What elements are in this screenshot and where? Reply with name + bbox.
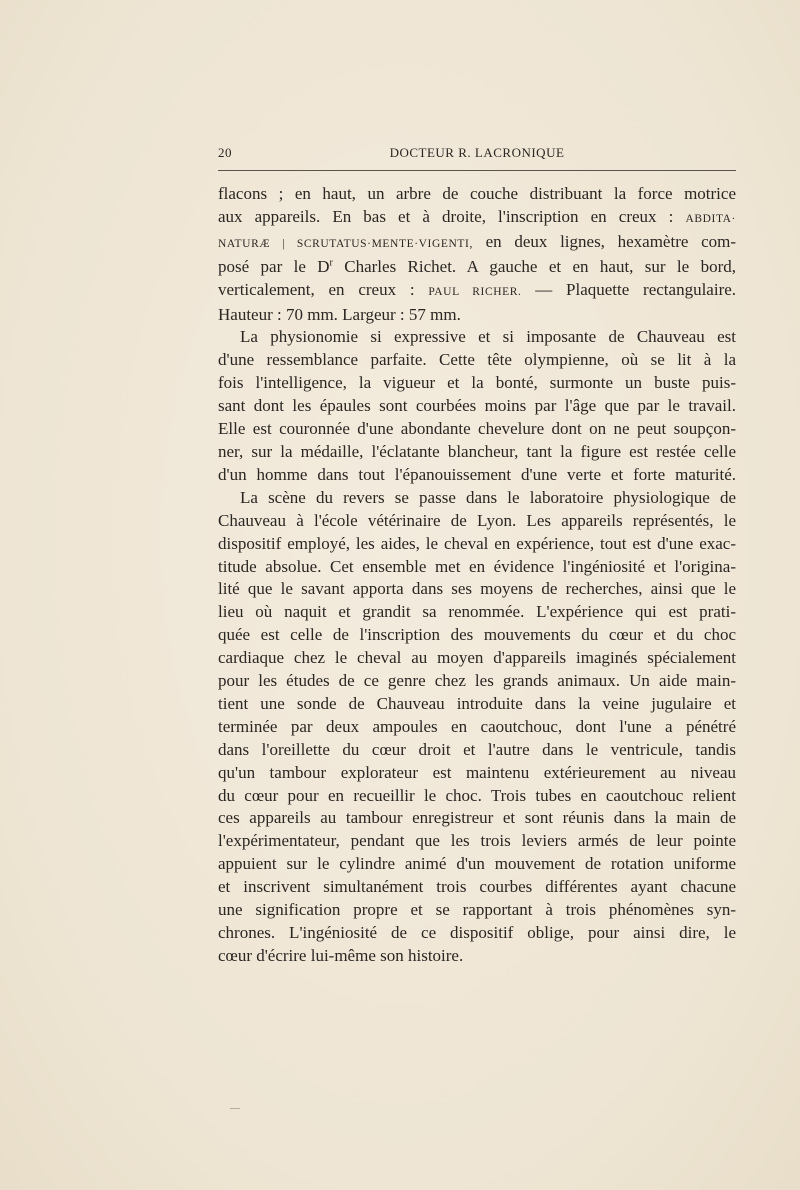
text-line: fois l'intelligence, la vigueur et la bonté, surmonte un buste puis- xyxy=(218,373,736,393)
text-line: ner, sur la médaille, l'éclatante blancheur, tant la figure est restée celle xyxy=(218,441,736,461)
text-line: qu'un tambour explorateur est maintenu extérieurement au niveau xyxy=(218,762,736,782)
text-line: sant dont les épaules sont courbées moins par l'âge que par le travail. xyxy=(218,396,736,416)
text-line: et inscrivent simultanément trois courbes différentes ayant chacune xyxy=(218,877,736,897)
text-line: dispositif employé, les aides, le cheval en expérience, tout est d'une exac- xyxy=(218,533,736,553)
text-line: Hauteur : 70 mm. Largeur : 57 mm. xyxy=(218,304,461,324)
text-line: cardiaque chez le cheval au moyen d'appareils imaginés spécialement xyxy=(218,648,736,668)
text-line: d'une ressemblance parfaite. Cette tête olympienne, où se lit à la xyxy=(218,350,736,370)
paragraph-start: La scène du revers se passe dans le laboratoire physiologique de xyxy=(240,487,736,507)
text-line: tient une sonde de Chauveau introduite dans la veine jugulaire et xyxy=(218,693,736,713)
text-line: NATURÆ | SCRUTATUS·MENTE·VIGENTI, en deux lignes, hexamètre com- xyxy=(218,231,737,251)
page-mark xyxy=(230,1108,240,1109)
header-rule xyxy=(218,170,736,171)
body-text xyxy=(218,183,736,968)
small-caps-inscription: ABDITA· xyxy=(685,212,736,225)
text-line: du cœur pour en recueillir le choc. Trois tubes en caoutchouc relient xyxy=(218,785,736,805)
text-line: Elle est couronnée d'une abondante chevelure dont on ne peut soupçon- xyxy=(218,419,736,439)
text-line: ces appareils au tambour enregistreur et sont réunis dans la main de xyxy=(218,808,736,828)
paragraph-start: La physionomie si expressive et si imposante de Chauveau est xyxy=(240,327,736,347)
text-line: appuient sur le cylindre animé d'un mouvement de rotation uniforme xyxy=(218,854,736,874)
text-line: lité que le savant apporta dans ses moyens de recherches, ainsi que le xyxy=(218,579,736,599)
text-line: aux appareils. En bas et à droite, l'inscription en creux : ABDITA· xyxy=(218,206,736,226)
small-caps-inscription: NATURÆ | SCRUTATUS·MENTE·VIGENTI, xyxy=(218,237,473,250)
text-line: quée est celle de l'inscription des mouvements du cœur et du choc xyxy=(218,625,736,645)
superscript: r xyxy=(329,257,333,269)
text-line: l'expérimentateur, pendant que les trois leviers armés de leur pointe xyxy=(218,831,736,851)
text-line: une signification propre et se rapportant à trois phénomènes syn- xyxy=(218,900,736,920)
text-line: pour les études de ce genre chez les grands animaux. Un aide main- xyxy=(218,671,736,691)
text-line: Chauveau à l'école vétérinaire de Lyon. Les appareils représentés, le xyxy=(218,510,736,530)
text-line: terminée par deux ampoules en caoutchouc, dont l'une a pénétré xyxy=(218,716,736,736)
small-caps-name: PAUL RICHER. xyxy=(428,285,522,298)
page-header xyxy=(218,145,736,165)
running-head: DOCTEUR R. LACRONIQUE xyxy=(389,145,565,160)
text-line: verticalement, en creux : PAUL RICHER. — Plaquette rectangulaire. xyxy=(218,279,737,299)
text-line: lieu où naquit et grandit sa renommée. L'expérience qui est prati- xyxy=(218,602,736,622)
page-number: 20 xyxy=(218,145,232,160)
text-line: posé par le $D^r$ Charles Richet. A gauche et en haut, sur le bord, xyxy=(218,256,736,276)
text-line: dans l'oreillette du cœur droit et l'autre dans le ventricule, tandis xyxy=(218,739,736,759)
text-line: titude absolue. Cet ensemble met en évidence l'ingéniosité et l'origina- xyxy=(218,556,736,576)
text-line: d'un homme dans tout l'épanouissement d'une verte et forte maturité. xyxy=(218,464,736,484)
text-line: chrones. L'ingéniosité de ce dispositif oblige, pour ainsi dire, le xyxy=(218,923,736,942)
text-line: flacons ; en haut, un arbre de couche distribuant la force motrice xyxy=(218,184,736,203)
text-line: cœur d'écrire lui-même son histoire. xyxy=(218,945,464,965)
